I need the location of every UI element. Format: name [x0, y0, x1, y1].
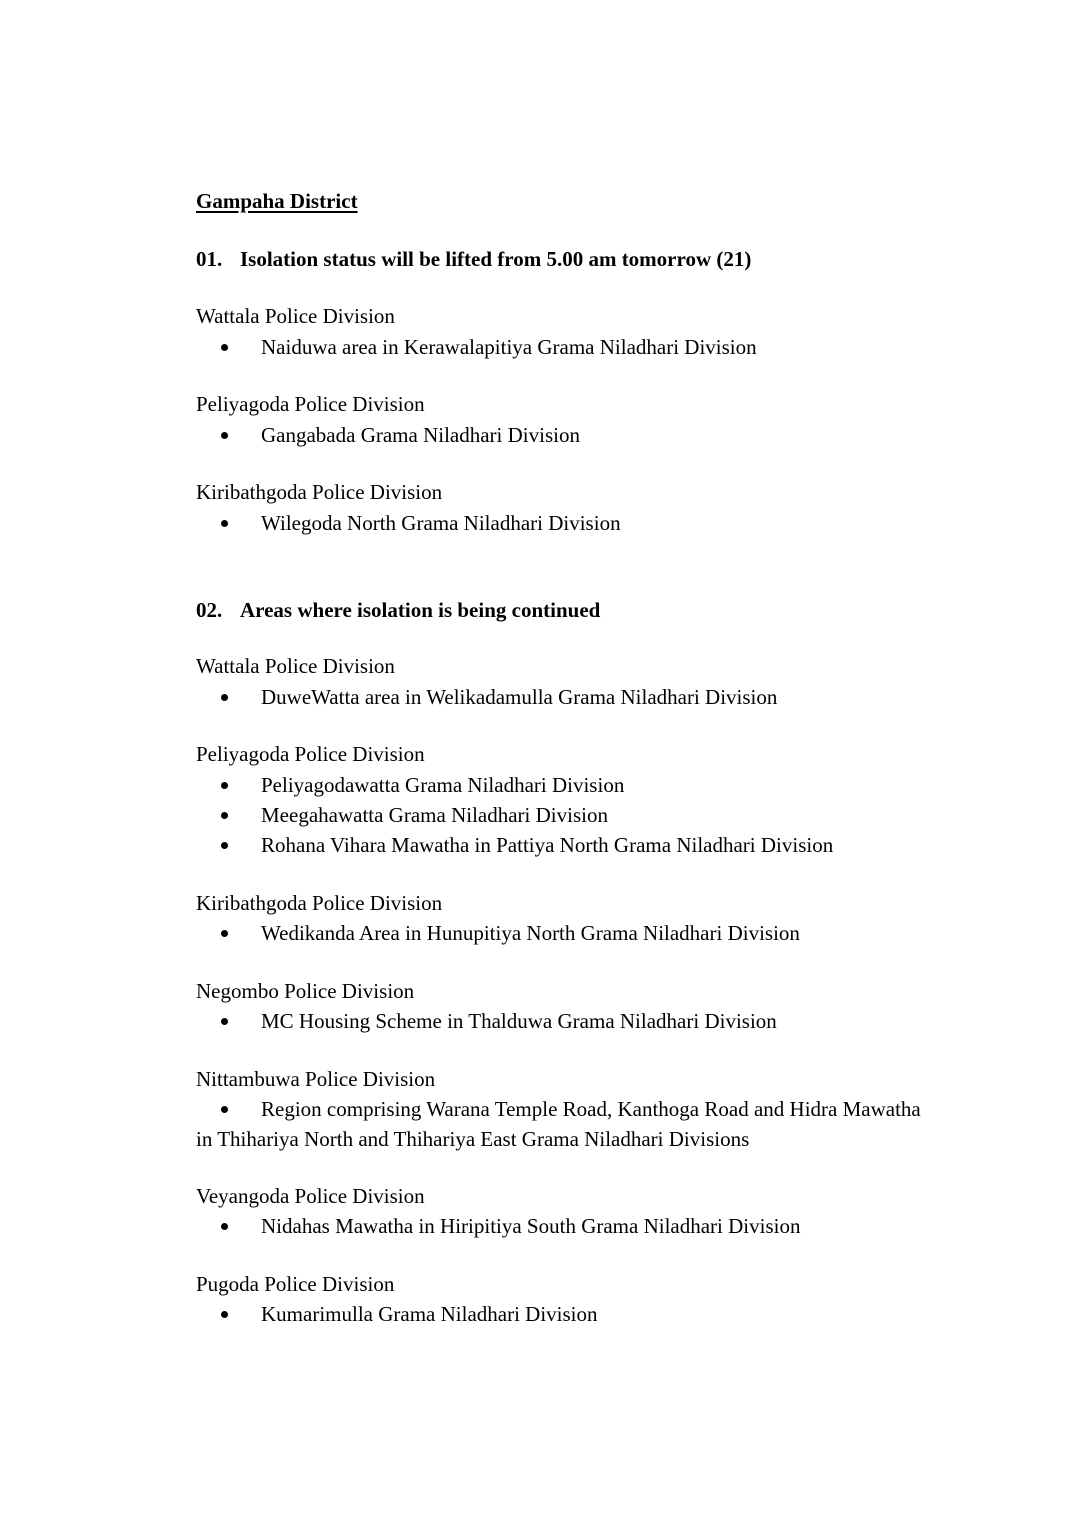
section-number: 02.	[196, 598, 223, 622]
division-title: Kiribathgoda Police Division	[196, 891, 443, 915]
bullet-icon	[221, 842, 228, 849]
division-title: Pugoda Police Division	[196, 1272, 395, 1296]
list-item-text: Region comprising Warana Temple Road, Kanthoga Road and Hidra Mawatha	[261, 1097, 921, 1121]
list-item-text: Rohana Vihara Mawatha in Pattiya North Grama Niladhari Division	[261, 833, 834, 857]
list-item-text: Naiduwa area in Kerawalapitiya Grama Niladhari Division	[261, 335, 757, 359]
bullet-icon	[221, 694, 228, 701]
division-title: Negombo Police Division	[196, 979, 415, 1003]
section-heading	[196, 246, 751, 272]
bullet-icon	[221, 1018, 228, 1025]
division-title: Wattala Police Division	[196, 304, 395, 328]
division-title: Veyangoda Police Division	[196, 1184, 425, 1208]
section-heading	[196, 597, 600, 623]
list-item-text: Peliyagodawatta Grama Niladhari Division	[261, 773, 625, 797]
list-item-text: Nidahas Mawatha in Hiripitiya South Grama Niladhari Division	[261, 1214, 801, 1238]
list-item-text: Kumarimulla Grama Niladhari Division	[261, 1302, 598, 1326]
bullet-icon	[221, 344, 228, 351]
list-item-text: Gangabada Grama Niladhari Division	[261, 423, 580, 447]
district-title: Gampaha District	[196, 189, 358, 213]
bullet-icon	[221, 1311, 228, 1318]
bullet-icon	[221, 1223, 228, 1230]
bullet-icon	[221, 930, 228, 937]
division-title: Peliyagoda Police Division	[196, 742, 425, 766]
list-item	[196, 1096, 956, 1152]
division-title: Wattala Police Division	[196, 654, 395, 678]
bullet-icon	[221, 812, 228, 819]
list-item-text-continued: in Thihariya North and Thihariya East Grama Niladhari Divisions	[196, 1127, 750, 1151]
list-item-text: Meegahawatta Grama Niladhari Division	[261, 803, 608, 827]
bullet-icon	[221, 520, 228, 527]
list-item-text: Wilegoda North Grama Niladhari Division	[261, 511, 621, 535]
section-heading-text: Areas where isolation is being continued	[240, 598, 601, 622]
bullet-icon	[221, 782, 228, 789]
bullet-icon	[221, 432, 228, 439]
section-number: 01.	[196, 247, 223, 271]
list-item-text: Wedikanda Area in Hunupitiya North Grama Niladhari Division	[261, 921, 800, 945]
list-item-text: MC Housing Scheme in Thalduwa Grama Niladhari Division	[261, 1009, 777, 1033]
list-item-text: DuweWatta area in Welikadamulla Grama Niladhari Division	[261, 685, 778, 709]
bullet-icon	[221, 1106, 228, 1113]
division-title: Kiribathgoda Police Division	[196, 480, 443, 504]
section-heading-text: Isolation status will be lifted from 5.00 am tomorrow (21)	[240, 247, 752, 271]
division-title: Peliyagoda Police Division	[196, 392, 425, 416]
division-title: Nittambuwa Police Division	[196, 1067, 436, 1091]
